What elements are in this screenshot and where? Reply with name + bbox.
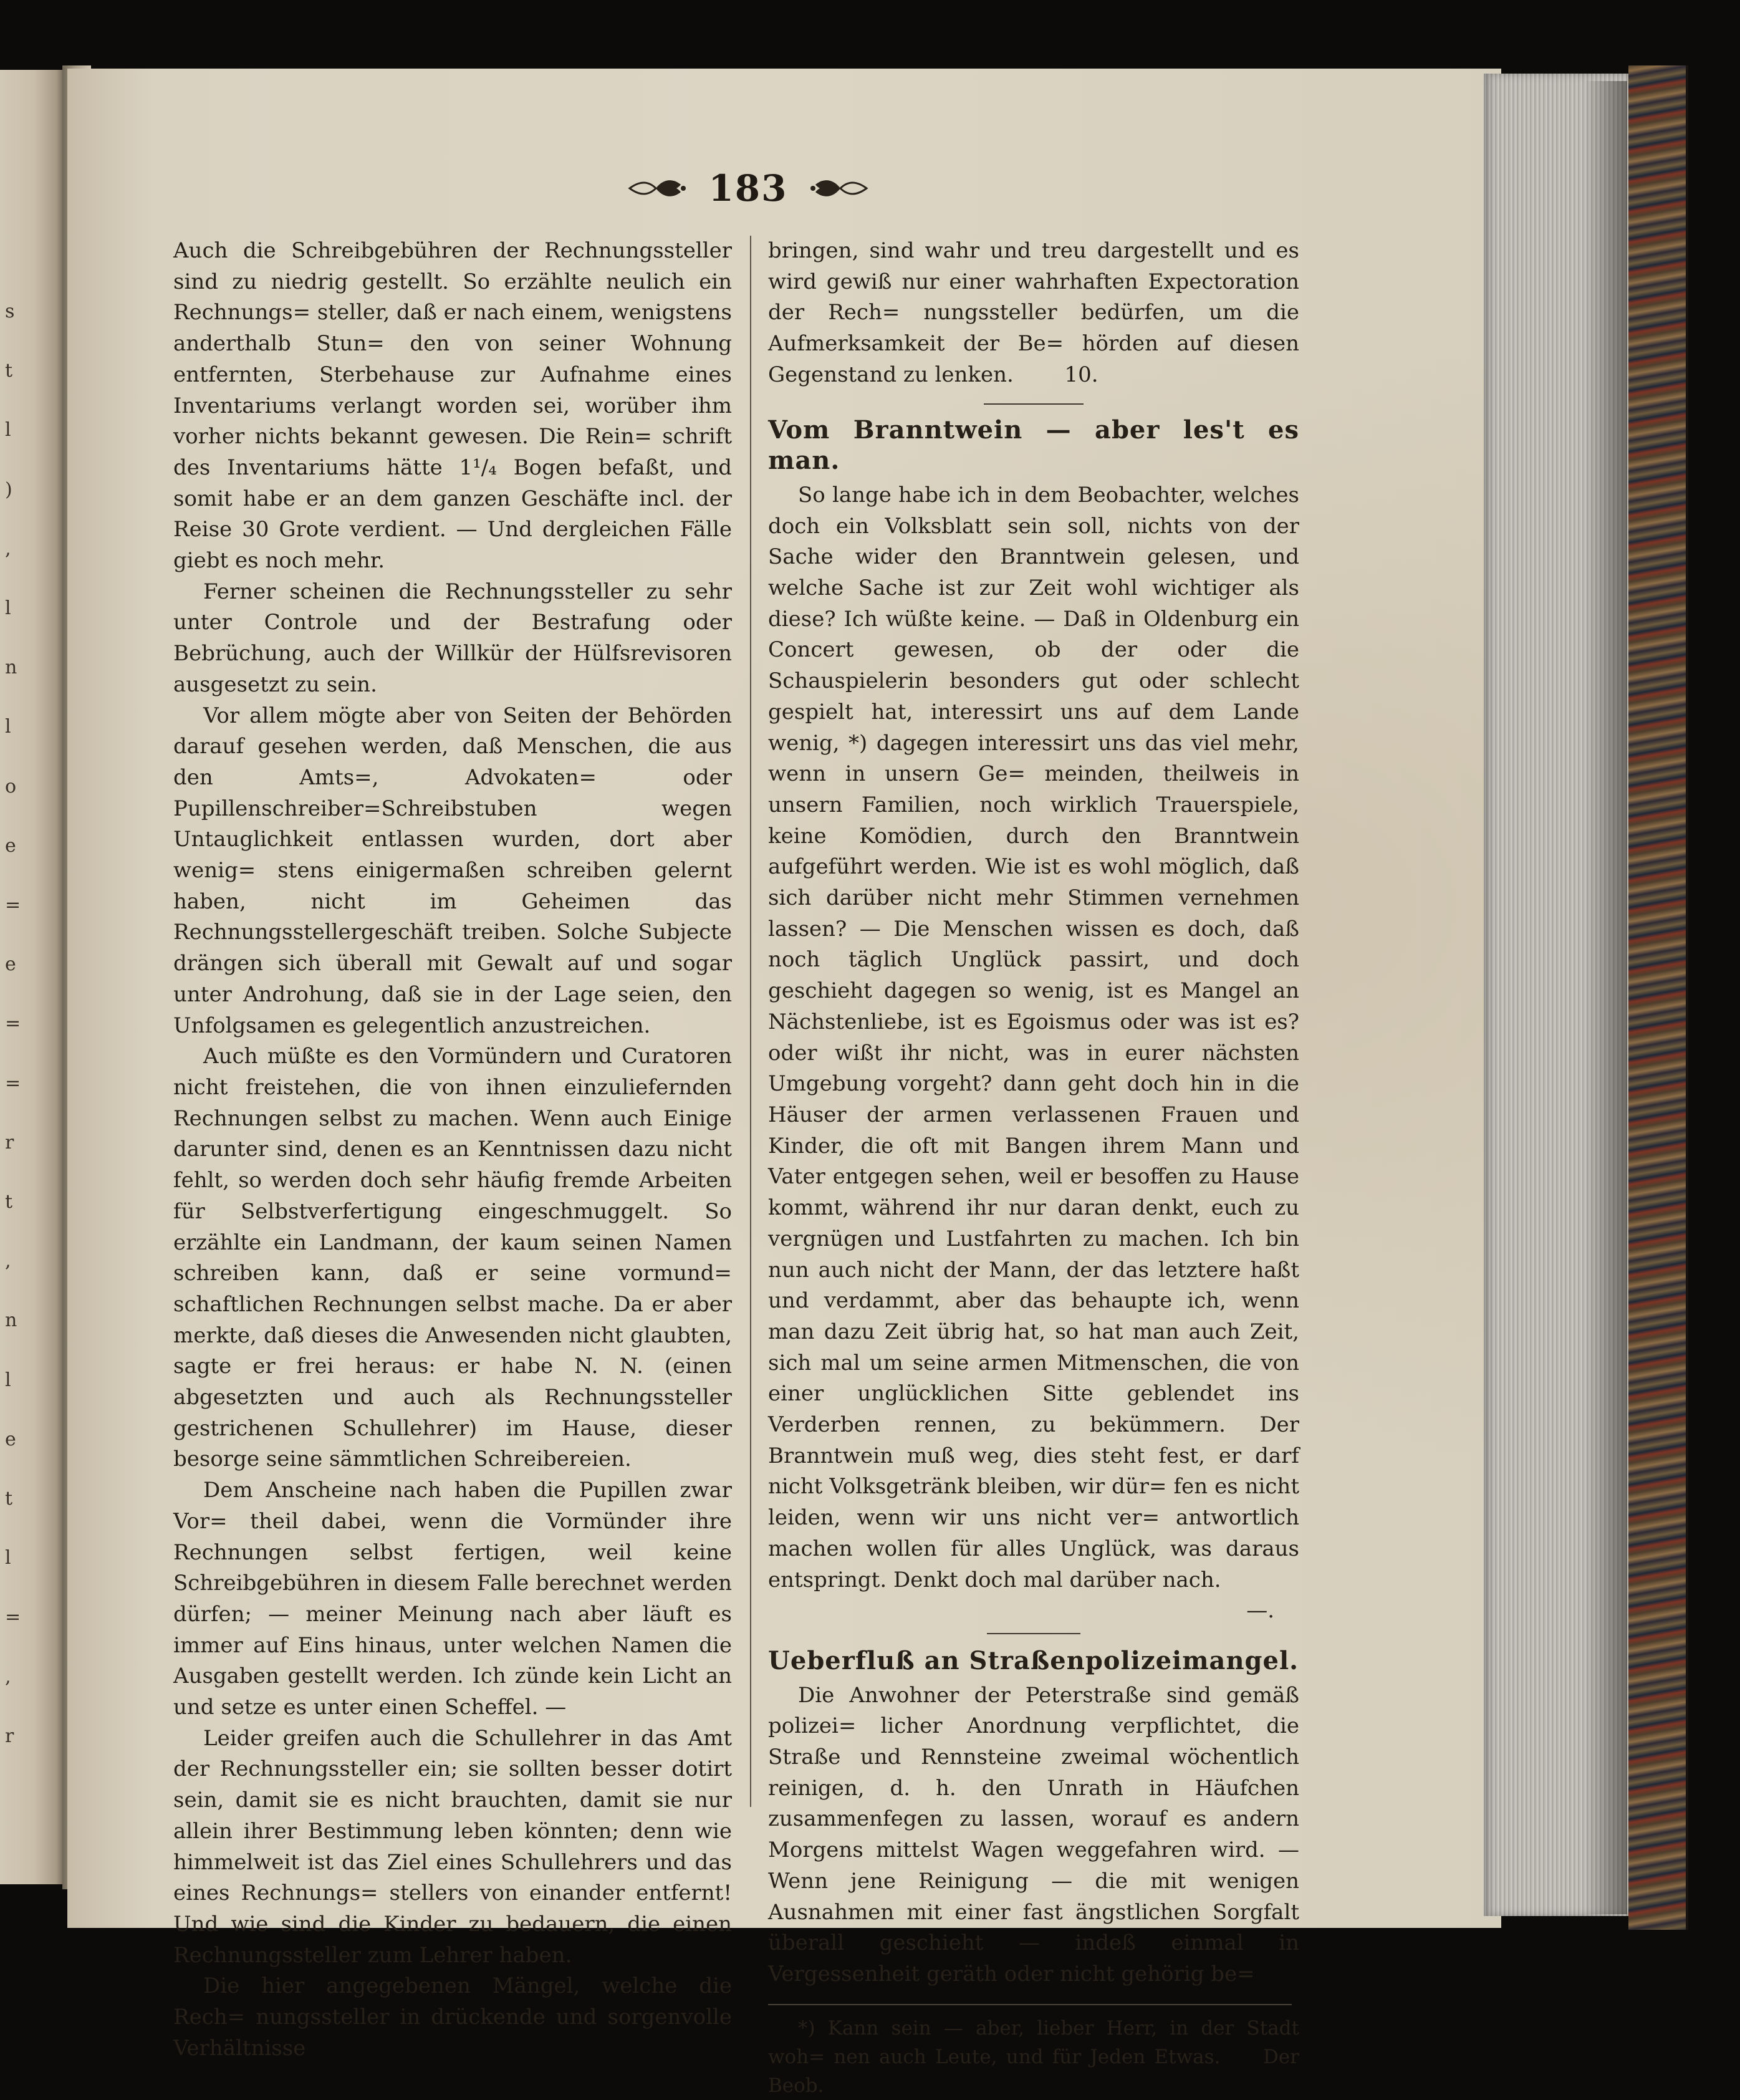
previous-page-margin-chars: [5, 70, 24, 1884]
article-title-branntwein: Vom Branntwein — aber les't es man.: [768, 415, 1299, 476]
footnote-signature: Der Beob.: [768, 2045, 1299, 2097]
leaf-ornament-right-icon: [809, 175, 869, 202]
continuation-paragraph: [768, 236, 1299, 391]
paragraph: Ferner scheinen die Rechnungssteller zu sehr unter Controle und der Bestrafung oder Bebrüchung, auch der Willkür der Hülfsrevisoren ausgesetzt zu sein.: [173, 579, 732, 697]
paragraph: Auch müßte es den Vormündern und Curatoren nicht freistehen, die von ihnen einzuliefernden Rechnungen selbst zu machen. Wenn auch Einige darunter sind, denen es an Kenntnissen dazu nicht fehlt, so werden doch sehr häufig fremde Arbeiten für Selbstverfertigung eingeschmuggelt. So erzählte ein Landmann, der kaum seinen Namen schreiben kann, daß er seine vormund= schaftlichen Rechnungen selbst mache. Da er aber merkte, daß dieses die Anwesenden nicht glaubten, sagte er frei heraus: er habe N. N. (einen abgesetzten und auch als Rechnungssteller gestrichenen Schullehrer) im Hause, dieser besorge seine sämmtlichen Schreibereien.: [173, 1044, 732, 1472]
right-text-column: [768, 236, 1299, 2100]
margin-char: ,: [5, 1250, 11, 1273]
margin-char: e: [5, 834, 16, 857]
margin-char: ): [5, 478, 12, 501]
margin-char: n: [5, 1309, 17, 1332]
section-rule: [984, 403, 1084, 405]
paragraph: Die hier angegebenen Mängel, welche die Rech= nungssteller in drückende und sorgenvolle Verhältnisse: [173, 1973, 732, 2061]
margin-char: l: [5, 716, 11, 738]
marbled-cover-edge: [1628, 65, 1688, 1930]
left-text-column: [173, 236, 732, 2064]
margin-char: o: [5, 775, 17, 797]
article-text-strassenpolizei: Die Anwohner der Peterstraße sind gemäß polizei= licher Anordnung verpflichtet, die Straße und Rennsteine zweimal wöchentlich reinigen, d. h. den Unrath in Häufchen zusammenfegen zu lassen, worauf es andern Morgens mittelst Wagen weggefahren wird. — Wenn jene Reinigung — die mit wenigen Ausnahmen mit einer fast ängstlichen Sorgfalt überall geschieht — indeß einmal in Vergessenheit geräth oder nicht gehörig be=: [768, 1682, 1299, 1987]
margin-char: =: [5, 1606, 21, 1629]
paragraph: Dem Anscheine nach haben die Pupillen zwar Vor= theil dabei, wenn die Vormünder ihre Rechnungen selbst fertigen, weil keine Schreibgebühren in diesem Falle berechnet werden dürfen; — meiner Meinung nach aber läuft es immer auf Eins hinaus, unter welchen Namen die Ausgaben gestellt werden. Ich zünde kein Licht an und setze es unter einen Scheffel. —: [173, 1478, 732, 1720]
article-text-branntwein: So lange habe ich in dem Beobachter, welches doch ein Volksblatt sein soll, nichts von der Sache wider den Branntwein gelesen, und welche Sache ist zur Zeit wohl wichtiger als diese? Ich wüßte keine. — Daß in Oldenburg ein Concert gewesen, ob der oder die Schauspielerin besonders gut oder schlecht gespielt hat, interessirt uns auf dem Lande wenig, *) dagegen interessirt uns das viel mehr, wenn in unsern Ge= meinden, theilweis in unsern Familien, noch wirklich Trauerspiele, keine Komödien, durch den Branntwein aufgeführt werden. Wie ist es wohl möglich, daß sich darüber nicht mehr Stimmen vernehmen lassen? — Die Menschen wissen es doch, daß noch täglich Unglück passirt, und doch geschieht dagegen so wenig, ist es Mangel an Nächstenliebe, ist es Egoismus oder was ist es? oder wißt ihr nicht, was in eurer nächsten Umgebung vorgeht? dann geht doch hin in die Häuser der armen verlassenen Frauen und Kinder, die oft mit Bangen ihrem Mann und Vater entgegen sehen, weil er besoffen zu Hause kommt, während ihr nur daran denkt, euch zu vergnügen und Lustfahrten zu machen. Ich bin nun auch nicht der Mann, der das letztere haßt und verdammt, aber das behaupte ich, wenn man dazu Zeit übrig hat, so hat man auch Zeit, sich mal um seine armen Mitmenschen, die von einer unglücklichen Sitte geblendet ins Verderben rennen, zu bekümmern. Der Branntwein muß weg, dies steht fest, er darf nicht Volksgetränk bleiben, wir dür= fen es nicht leiden, wenn wir uns nicht ver= antwortlich machen wollen für alles Unglück, was daraus entspringt. Denkt doch mal darüber nach.: [768, 482, 1299, 1592]
margin-char: s: [5, 301, 15, 322]
margin-char: t: [5, 1191, 13, 1213]
previous-page-edge: [0, 70, 62, 1884]
page-block-shadow: [1584, 81, 1627, 1914]
column-divider: [750, 236, 751, 1807]
continuation-signature: 10.: [1064, 362, 1098, 387]
paragraph: Leider greifen auch die Schullehrer in das Amt der Rechnungssteller ein; sie sollten besser dotirt sein, damit sie es nicht brauchten, damit sie nur allein ihrer Bestimmung leben könnten; denn wie himmelweit ist das Ziel eines Schullehrers und das eines Rechnungs= stellers von einander entfernt! Und wie sind die Kinder zu bedauern, die einen Rechnungssteller zum Lehrer haben.: [173, 1725, 732, 1968]
margin-char: t: [5, 360, 13, 382]
leaf-ornament-left-icon: [627, 175, 687, 202]
page-number: 183: [708, 167, 788, 210]
margin-char: =: [5, 1072, 21, 1094]
margin-char: r: [5, 1725, 14, 1747]
footnote-rule: [768, 2004, 1292, 2005]
margin-char: e: [5, 1428, 16, 1450]
margin-char: e: [5, 953, 16, 976]
margin-char: l: [5, 1547, 11, 1569]
article-title-strassenpolizei: Ueberfluß an Straßenpolizeimangel.: [768, 1645, 1299, 1675]
footnote-text: *) Kann sein — aber, lieber Herr, in der Stadt woh= nen auch Leute, und für Jeden Etwas.: [768, 2016, 1299, 2068]
margin-char: l: [5, 1369, 11, 1391]
paragraph: Vor allem mögte aber von Seiten der Behörden darauf gesehen werden, daß Menschen, die aus den Amts=, Advokaten= oder Pupillenschreiber=Schreibstuben wegen Untauglichkeit entlassen wurden, dort aber wenig= stens einigermaßen schreiben gelernt haben, nicht im Geheimen das Rechnungsstellergeschäft treiben. Solche Subjecte drängen sich überall mit Gewalt auf und sogar unter Androhung, daß sie in der Lage seien, den Unfolgsamen es gelegentlich anzustreichen.: [173, 703, 732, 1038]
page-header: [598, 163, 898, 213]
margin-char: ,: [5, 537, 11, 560]
paragraph: Auch die Schreibgebühren der Rechnungssteller sind zu niedrig gestellt. So erzählte neulich ein Rechnungs= steller, daß er nach einem, wenigstens anderthalb Stun= den von seiner Wohnung entfernten, Sterbehause zur Aufnahme eines Inventariums verlangt worden sei, worüber ihm vorher nichts bekannt gewesen. Die Rein= schrift des Inventariums hätte 1¹/₄ Bogen befaßt, und somit habe er an dem ganzen Geschäfte incl. der Reise 30 Grote verdient. — Und dergleichen Fälle giebt es noch mehr.: [173, 238, 732, 574]
margin-char: =: [5, 1013, 21, 1035]
footnote: [768, 2014, 1299, 2100]
margin-char: l: [5, 597, 11, 619]
article-signature: —.: [1246, 1598, 1274, 1624]
continuation-text: bringen, sind wahr und treu dargestellt und es wird gewiß nur einer wahrhaften Expectoration der Rech= nungssteller bedürfen, um die Aufmerksamkeit der Be= hörden auf diesen Gegenstand zu lenken.: [768, 238, 1299, 387]
margin-char: r: [5, 1131, 14, 1154]
section-rule: [987, 1633, 1080, 1634]
margin-char: =: [5, 894, 21, 916]
margin-char: ,: [5, 1665, 11, 1688]
margin-char: l: [5, 419, 11, 441]
margin-char: t: [5, 1488, 13, 1510]
margin-char: n: [5, 657, 17, 679]
